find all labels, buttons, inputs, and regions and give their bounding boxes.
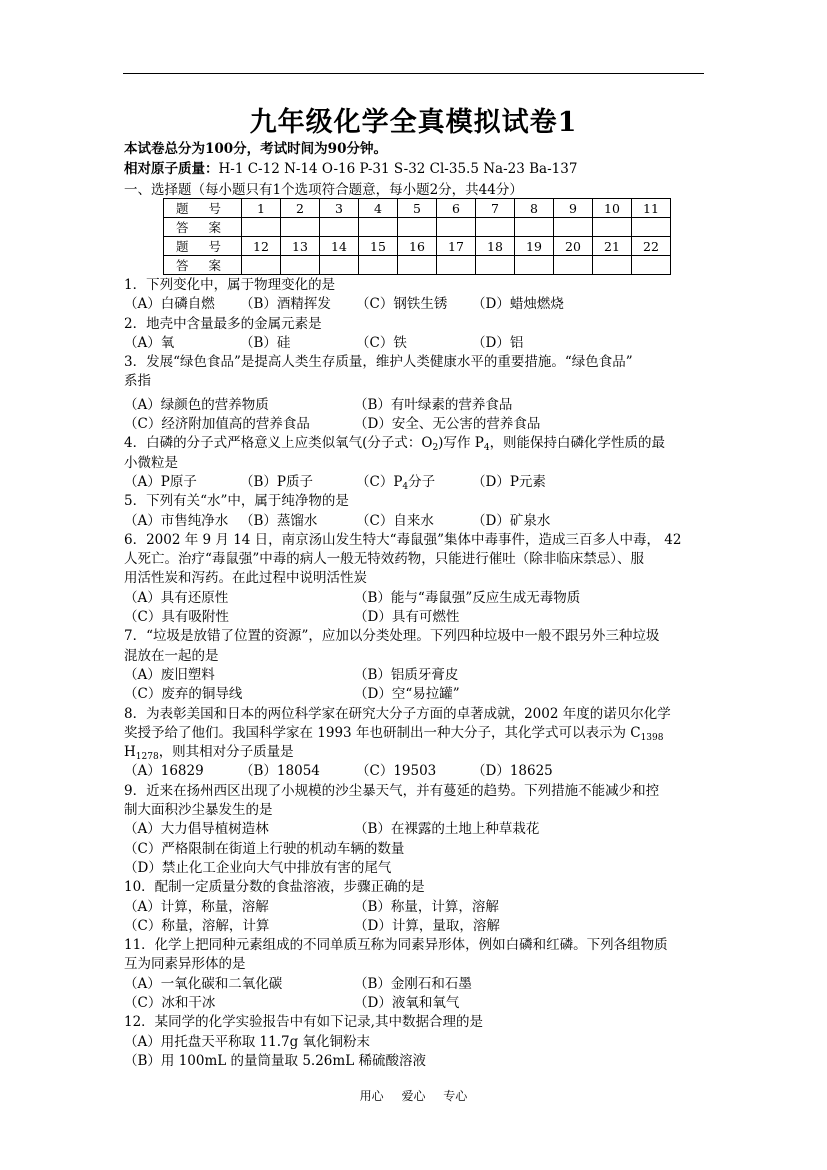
- option-c: [356, 473, 472, 497]
- option-c: （C）称量，溶解，计算: [124, 917, 270, 934]
- page-title: 九年级化学全真模拟试卷1: [249, 107, 578, 138]
- question-2: 2．地壳中含量最多的金属元素是: [124, 315, 322, 332]
- question-1-options: [124, 295, 709, 314]
- answer-table: [163, 198, 671, 275]
- option-b: （B）有叶绿素的营养食品: [354, 396, 513, 413]
- question-8-cont-2: [124, 743, 709, 762]
- answer-cell[interactable]: [242, 256, 281, 275]
- option-d: （D）P元素: [472, 473, 546, 490]
- answer-cell[interactable]: [593, 218, 632, 237]
- answer-cell[interactable]: [554, 218, 593, 237]
- question-8-cont-1: [124, 724, 709, 743]
- answer-cell[interactable]: [281, 256, 320, 275]
- question-6-options-1: [124, 589, 709, 608]
- question-number: 12: [242, 237, 281, 256]
- question-7-cont: 混放在一起的是: [124, 647, 219, 664]
- question-number: 14: [320, 237, 359, 256]
- answer-cell[interactable]: [515, 218, 554, 237]
- option-d: （D）蜡烛燃烧: [472, 296, 564, 313]
- question-10-options-2: [124, 917, 709, 936]
- page-footer: 用心 爱心 专心: [359, 1089, 468, 1103]
- question-number: 5: [398, 199, 437, 218]
- question-11-options-1: [124, 975, 709, 994]
- option-a: （A）废旧塑料: [124, 666, 215, 683]
- answer-cell[interactable]: [554, 256, 593, 275]
- table-row: [164, 199, 671, 218]
- answer-cell[interactable]: [593, 256, 632, 275]
- answer-cell[interactable]: [320, 256, 359, 275]
- q8-text: 奖授予给了他们。我国科学家在 1993 年也研制出一种大分子，其化学式可以表示为 C: [124, 724, 641, 741]
- row-label: 答 案: [164, 256, 242, 275]
- option-d: （D）具有可燃性: [354, 609, 460, 626]
- answer-cell[interactable]: [281, 218, 320, 237]
- question-number: 2: [281, 199, 320, 218]
- answer-cell[interactable]: [398, 256, 437, 275]
- question-number: 4: [359, 199, 398, 218]
- answer-cell[interactable]: [476, 256, 515, 275]
- answer-cell[interactable]: [359, 218, 398, 237]
- question-number: 16: [398, 237, 437, 256]
- option-c: （C）冰和干冰: [124, 994, 216, 1011]
- option-a: （A）大力倡导植树造林: [124, 821, 269, 838]
- question-12: 12．某同学的化学实验报告中有如下记录,其中数据合理的是: [124, 1014, 483, 1031]
- option-b: （B）称量，计算，溶解: [354, 898, 499, 915]
- atomic-mass-label: 相对原子质量：: [124, 161, 219, 177]
- table-row: [164, 218, 671, 237]
- option-d: （D）矿泉水: [472, 512, 551, 529]
- q4-text-3: ，则能保持白磷化学性质的最: [489, 435, 666, 452]
- q8-text-h: H: [124, 744, 136, 761]
- answer-cell[interactable]: [320, 218, 359, 237]
- question-number: 18: [476, 237, 515, 256]
- question-7: 7．“垃圾是放错了位置的资源”，应加以分类处理。下列四种垃圾中一般不跟另外三种垃圾: [124, 628, 660, 645]
- question-11: 11．化学上把同种元素组成的不同单质互称为同素异形体，例如白磷和红磷。下列各组物质: [124, 937, 668, 954]
- question-6-options-2: [124, 608, 709, 627]
- question-number: 20: [554, 237, 593, 256]
- question-number: 6: [437, 199, 476, 218]
- question-number: 17: [437, 237, 476, 256]
- option-b: （B）铝质牙膏皮: [354, 666, 459, 683]
- question-number: 21: [593, 237, 632, 256]
- answer-cell[interactable]: [437, 256, 476, 275]
- answer-cell[interactable]: [359, 256, 398, 275]
- option-b: （B）P质子: [240, 473, 314, 490]
- question-number: 11: [632, 199, 671, 218]
- question-number: 7: [476, 199, 515, 218]
- question-number: 8: [515, 199, 554, 218]
- question-3-options-1: [124, 396, 709, 415]
- question-8: 8．为表彰美国和日本的两位科学家在研究大分子方面的卓著成就，2002 年度的诺贝尔化学: [124, 705, 671, 722]
- option-c: （C）经济附加值高的营养食品: [124, 416, 310, 433]
- question-7-options-1: [124, 666, 709, 685]
- option-a: （A）白磷自燃: [124, 296, 215, 313]
- question-number: 15: [359, 237, 398, 256]
- question-11-cont: 互为同素异形体的是: [124, 956, 246, 973]
- question-7-options-2: [124, 685, 709, 704]
- question-6-cont-1: 人死亡。治疗“毒鼠强”中毒的病人一般无特效药物，只能进行催吐（除非临床禁忌）、服: [124, 551, 645, 568]
- option-d: （D）空“易拉罐”: [354, 686, 460, 703]
- question-6-cont-2: 用活性炭和泻药。在此过程中说明活性炭: [124, 570, 367, 587]
- question-3: 3．发展“绿色食品”是提高人类生存质量，维护人类健康水平的重要措施。“绿色食品”: [124, 354, 633, 371]
- q4-sub-2: 4: [483, 443, 490, 454]
- option-c: （C）具有吸附性: [124, 609, 229, 626]
- option-c: （C）严格限制在街道上行驶的机动车辆的数量: [124, 840, 405, 857]
- question-4-cont: 小微粒是: [124, 454, 178, 471]
- section-heading: 一、选择题（每小题只有1个选项符合题意，每小题2分，共44分）: [124, 182, 523, 198]
- row-label: 题 号: [164, 237, 242, 256]
- option-c: （C）钢铁生锈: [356, 296, 448, 313]
- option-c-text: （C）P: [356, 473, 403, 490]
- question-5: 5．下列有关“水”中，属于纯净物的是: [124, 493, 349, 510]
- question-1: 1．下列变化中，属于物理变化的是: [124, 277, 336, 293]
- option-c: （C）19503: [356, 763, 437, 780]
- question-number: 19: [515, 237, 554, 256]
- q4-text-2: )写作 P: [438, 435, 484, 452]
- option-b: （B）18054: [240, 763, 320, 780]
- q8-text-end: ，则其相对分子质量是: [158, 744, 294, 761]
- exam-info: [124, 137, 387, 157]
- option-a: （A）16829: [124, 763, 204, 780]
- question-number: 1: [242, 199, 281, 218]
- option-b: （B）酒精挥发: [240, 296, 331, 313]
- option-b: （B）用 100mL 的量筒量取 5.26mL 稀硫酸溶液: [124, 1052, 426, 1069]
- question-9-options-1: [124, 820, 709, 839]
- row-label: 题 号: [164, 199, 242, 218]
- option-b: （B）硅: [240, 334, 291, 351]
- option-a: （A）计算，称量，溶解: [124, 898, 269, 915]
- question-6: 6．2002 年 9 月 14 日，南京汤山发生特大“毒鼠强”集体中毒事件，造成三百多人中毒， 42: [124, 531, 682, 548]
- option-d: （D）计算，量取，溶解: [354, 917, 500, 934]
- atomic-mass-values: H-1 C-12 N-14 O-16 P-31 S-32 Cl-35.5 Na-23 Ba-137: [218, 161, 578, 177]
- question-number: 10: [593, 199, 632, 218]
- question-11-options-2: [124, 994, 709, 1013]
- question-10-options-1: [124, 898, 709, 917]
- row-label: 答 案: [164, 218, 242, 237]
- option-c: （C）自来水: [356, 512, 434, 529]
- question-3-cont: 系指: [124, 373, 151, 390]
- question-3-options-2: [124, 415, 709, 434]
- question-number: 22: [632, 237, 671, 256]
- option-c: （C）废弃的铜导线: [124, 686, 243, 703]
- option-a: （A）P原子: [124, 473, 197, 490]
- table-row: [164, 237, 671, 256]
- option-c-text-2: 分子: [408, 473, 436, 490]
- answer-cell[interactable]: [476, 218, 515, 237]
- option-b: （B）蒸馏水: [240, 512, 318, 529]
- option-c-sub: 4: [402, 481, 409, 492]
- q4-text-1: 4．白磷的分子式严格意义上应类似氧气(分子式：O: [124, 435, 433, 452]
- question-4: [124, 434, 709, 453]
- question-4-options: [124, 473, 709, 492]
- question-9-cont: 制大面积沙尘暴发生的是: [124, 802, 273, 819]
- answer-cell[interactable]: [515, 256, 554, 275]
- q4-sub-1: 2: [432, 443, 439, 454]
- option-b: （B）在裸露的土地上种草栽花: [354, 821, 540, 838]
- option-a: （A）绿颜色的营养物质: [124, 396, 269, 413]
- question-number: 3: [320, 199, 359, 218]
- option-d: （D）禁止化工企业向大气中排放有害的尾气: [124, 859, 392, 876]
- question-8-options: [124, 762, 709, 781]
- option-d: （D）铝: [472, 334, 524, 351]
- option-a: （A）用托盘天平称取 11.7g 氧化铜粉末: [124, 1033, 371, 1050]
- answer-cell[interactable]: [242, 218, 281, 237]
- option-a: （A）市售纯净水: [124, 512, 229, 529]
- question-list: [124, 276, 709, 1071]
- option-b: （B）能与“毒鼠强”反应生成无毒物质: [354, 589, 581, 606]
- answer-cell[interactable]: [632, 218, 671, 237]
- q8-sub-h: 1278: [135, 752, 159, 763]
- option-d: （D）液氧和氧气: [354, 994, 460, 1011]
- question-10: 10．配制一定质量分数的食盐溶液，步骤正确的是: [124, 879, 425, 896]
- question-5-options: [124, 512, 709, 531]
- question-2-options: [124, 334, 709, 353]
- q8-sub-c: 1398: [640, 732, 664, 743]
- header-rule: [123, 73, 704, 74]
- question-number: 13: [281, 237, 320, 256]
- option-d: （D）18625: [472, 763, 553, 780]
- question-number: 9: [554, 199, 593, 218]
- option-a: （A）一氧化碳和二氧化碳: [124, 975, 283, 992]
- exam-info-text: 本试卷总分为100分，考试时间为90分钟。: [124, 141, 387, 157]
- option-b: （B）金刚石和石墨: [354, 975, 472, 992]
- table-row: [164, 256, 671, 275]
- answer-cell[interactable]: [398, 218, 437, 237]
- option-a: （A）具有还原性: [124, 589, 229, 606]
- option-d: （D）安全、无公害的营养食品: [354, 416, 541, 433]
- option-a: （A）氧: [124, 334, 175, 351]
- answer-cell[interactable]: [437, 218, 476, 237]
- option-c: （C）铁: [356, 334, 407, 351]
- atomic-mass-line: [124, 157, 577, 177]
- question-9: 9．近来在扬州西区出现了小规模的沙尘暴天气，并有蔓延的趋势。下列措施不能减少和控: [124, 782, 660, 799]
- answer-cell[interactable]: [632, 256, 671, 275]
